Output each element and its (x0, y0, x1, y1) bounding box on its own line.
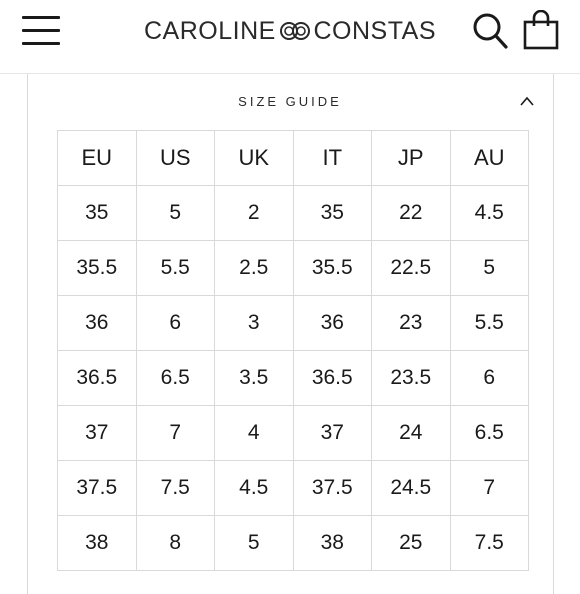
table-cell: 6 (450, 351, 529, 406)
table-cell: 6.5 (136, 351, 215, 406)
column-header-uk: UK (215, 131, 294, 186)
table-cell: 7.5 (450, 516, 529, 571)
table-cell: 3.5 (215, 351, 294, 406)
table-cell: 4.5 (215, 461, 294, 516)
brand-name-left: CAROLINE (144, 16, 276, 45)
table-cell: 35 (58, 186, 137, 241)
table-row (58, 296, 529, 351)
table-cell: 7.5 (136, 461, 215, 516)
table-cell: 38 (293, 516, 372, 571)
table-cell: 6.5 (450, 406, 529, 461)
table-cell: 2 (215, 186, 294, 241)
table-cell: 5.5 (136, 241, 215, 296)
table-cell: 24 (372, 406, 451, 461)
table-cell: 5 (450, 241, 529, 296)
shopping-bag-icon[interactable] (523, 10, 559, 50)
column-header-eu: EU (58, 131, 137, 186)
table-header-row (58, 131, 529, 186)
brand-emblem-icon (279, 20, 311, 42)
size-guide-title[interactable]: SIZE GUIDE (238, 94, 342, 109)
table-cell: 7 (450, 461, 529, 516)
table-cell: 24.5 (372, 461, 451, 516)
table-cell: 5 (215, 516, 294, 571)
table-cell: 23.5 (372, 351, 451, 406)
site-header (0, 0, 580, 74)
table-cell: 3 (215, 296, 294, 351)
table-cell: 22.5 (372, 241, 451, 296)
column-header-jp: JP (372, 131, 451, 186)
table-row (58, 351, 529, 406)
size-guide-table (57, 130, 529, 571)
table-cell: 37 (293, 406, 372, 461)
brand-name-right: CONSTAS (313, 16, 436, 45)
table-cell: 35 (293, 186, 372, 241)
table-cell: 36 (293, 296, 372, 351)
column-header-it: IT (293, 131, 372, 186)
column-header-us: US (136, 131, 215, 186)
table-cell: 36.5 (58, 351, 137, 406)
table-cell: 4 (215, 406, 294, 461)
table-row (58, 406, 529, 461)
table-cell: 37 (58, 406, 137, 461)
table-cell: 4.5 (450, 186, 529, 241)
table-cell: 7 (136, 406, 215, 461)
table-cell: 5 (136, 186, 215, 241)
table-cell: 35.5 (58, 241, 137, 296)
table-cell: 36 (58, 296, 137, 351)
table-cell: 5.5 (450, 296, 529, 351)
table-cell: 37.5 (293, 461, 372, 516)
table-cell: 6 (136, 296, 215, 351)
table-row (58, 186, 529, 241)
hamburger-menu-icon[interactable] (22, 14, 60, 46)
table-cell: 37.5 (58, 461, 137, 516)
table-row (58, 241, 529, 296)
table-cell: 35.5 (293, 241, 372, 296)
table-cell: 2.5 (215, 241, 294, 296)
search-icon[interactable] (472, 12, 508, 50)
table-cell: 25 (372, 516, 451, 571)
table-cell: 36.5 (293, 351, 372, 406)
table-cell: 22 (372, 186, 451, 241)
table-cell: 23 (372, 296, 451, 351)
table-row (58, 461, 529, 516)
table-cell: 8 (136, 516, 215, 571)
table-row (58, 516, 529, 571)
table-cell: 38 (58, 516, 137, 571)
brand-logo-link[interactable] (144, 14, 436, 48)
chevron-up-icon[interactable] (519, 95, 535, 107)
column-header-au: AU (450, 131, 529, 186)
